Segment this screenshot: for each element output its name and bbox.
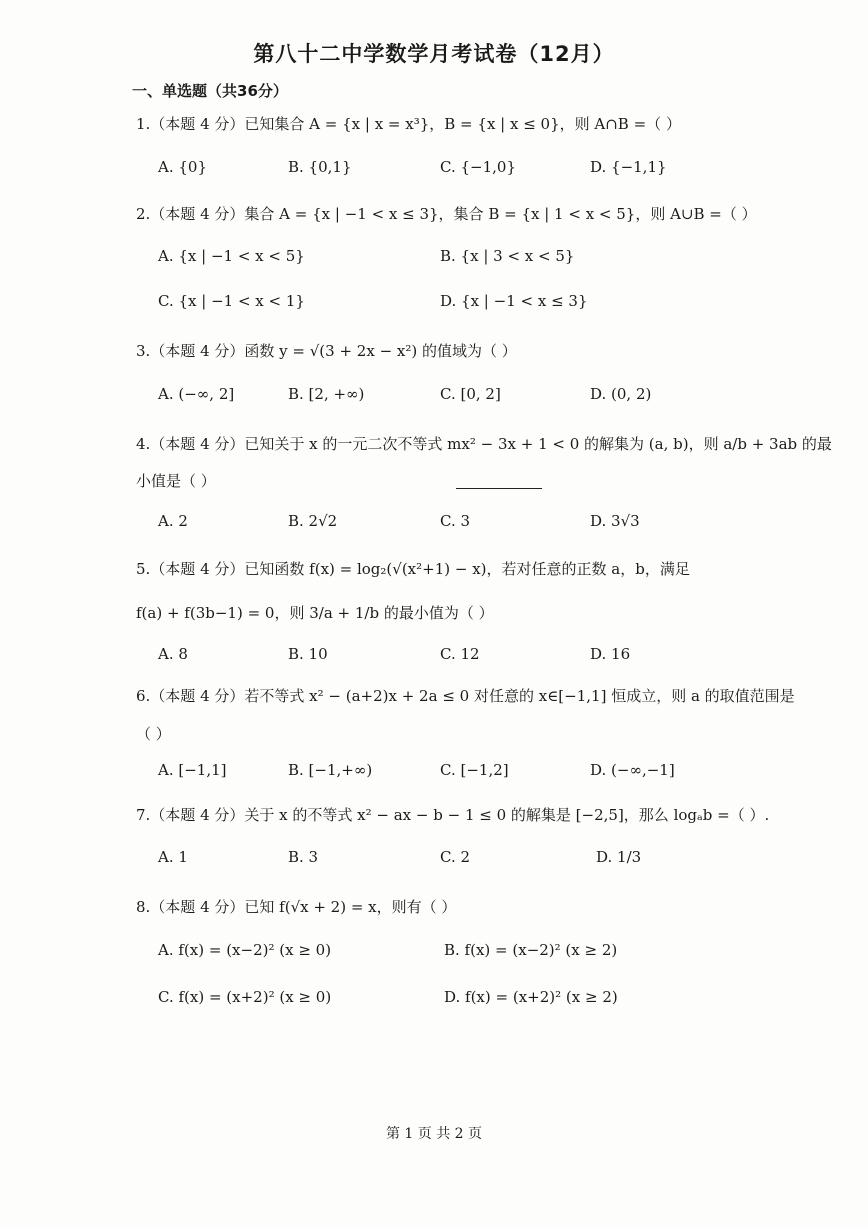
question-6-option-d: D. (−∞,−1] (590, 761, 675, 779)
question-5-stem-continued: f(a) + f(3b−1) = 0，则 3/a + 1/b 的最小值为（ ） (136, 604, 494, 622)
question-8-stem: 8.（本题 4 分）已知 f(√x + 2) = x，则有（ ） (136, 898, 457, 916)
question-6-stem-continued: （ ） (136, 725, 171, 743)
section-heading: 一、单选题（共36分） (132, 82, 288, 100)
question-7-option-b: B. 3 (288, 848, 319, 866)
question-2-stem: 2.（本题 4 分）集合 A = {x | −1 < x ≤ 3}，集合 B = {x | 1 < x < 5}，则 A∪B =（ ） (136, 205, 757, 223)
question-3-option-c: C. [0, 2] (440, 385, 501, 403)
question-1-option-c: C. {−1,0} (440, 158, 516, 176)
question-6-option-a: A. [−1,1] (158, 761, 227, 779)
question-2-option-d: D. {x | −1 < x ≤ 3} (440, 292, 588, 310)
page-footer: 第 1 页 共 2 页 (385, 1126, 483, 1142)
question-5-stem: 5.（本题 4 分）已知函数 f(x) = log₂(√(x²+1) − x)，若对任意的正数 a，b，满足 (136, 560, 690, 578)
question-6-option-c: C. [−1,2] (440, 761, 509, 779)
answer-blank-line (456, 488, 542, 489)
question-8-option-b: B. f(x) = (x−2)² (x ≥ 2) (444, 941, 618, 959)
question-7-stem: 7.（本题 4 分）关于 x 的不等式 x² − ax − b − 1 ≤ 0 的解集是 [−2,5]，那么 logₐb =（ ）. (136, 806, 770, 824)
question-3-stem: 3.（本题 4 分）函数 y = √(3 + 2x − x²) 的值域为（ ） (136, 342, 517, 360)
question-8-option-a: A. f(x) = (x−2)² (x ≥ 0) (158, 941, 332, 959)
question-4-option-c: C. 3 (440, 512, 471, 530)
question-6-stem: 6.（本题 4 分）若不等式 x² − (a+2)x + 2a ≤ 0 对任意的 x∈[−1,1] 恒成立，则 a 的取值范围是 (136, 687, 795, 705)
question-6-option-b: B. [−1,+∞) (288, 761, 373, 779)
question-7-option-d: D. 1/3 (596, 848, 642, 866)
question-3-option-a: A. (−∞, 2] (158, 385, 235, 403)
question-3-option-d: D. (0, 2) (590, 385, 652, 403)
question-1-stem: 1.（本题 4 分）已知集合 A = {x | x = x³}，B = {x | x ≤ 0}，则 A∩B =（ ） (136, 115, 681, 133)
question-4-option-d: D. 3√3 (590, 512, 640, 530)
question-2-option-b: B. {x | 3 < x < 5} (440, 247, 575, 265)
question-5-option-b: B. 10 (288, 645, 328, 663)
question-1-option-d: D. {−1,1} (590, 158, 667, 176)
question-2-option-a: A. {x | −1 < x < 5} (158, 247, 305, 265)
question-8-option-c: C. f(x) = (x+2)² (x ≥ 0) (158, 988, 332, 1006)
question-7-option-c: C. 2 (440, 848, 471, 866)
question-8-option-d: D. f(x) = (x+2)² (x ≥ 2) (444, 988, 618, 1006)
question-2-option-c: C. {x | −1 < x < 1} (158, 292, 305, 310)
question-7-option-a: A. 1 (158, 848, 188, 866)
question-5-option-c: C. 12 (440, 645, 480, 663)
question-4-stem: 4.（本题 4 分）已知关于 x 的一元二次不等式 mx² − 3x + 1 < 0 的解集为 (a, b)，则 a/b + 3ab 的最 (136, 435, 832, 453)
question-1-option-b: B. {0,1} (288, 158, 352, 176)
question-5-option-d: D. 16 (590, 645, 631, 663)
question-1-option-a: A. {0} (158, 158, 207, 176)
page-title: 第八十二中学数学月考试卷（12月） (253, 42, 615, 66)
question-4-stem-continued: 小值是（ ） (136, 472, 216, 490)
question-4-option-a: A. 2 (158, 512, 188, 530)
question-5-option-a: A. 8 (158, 645, 188, 663)
question-4-option-b: B. 2√2 (288, 512, 338, 530)
question-3-option-b: B. [2, +∞) (288, 385, 365, 403)
